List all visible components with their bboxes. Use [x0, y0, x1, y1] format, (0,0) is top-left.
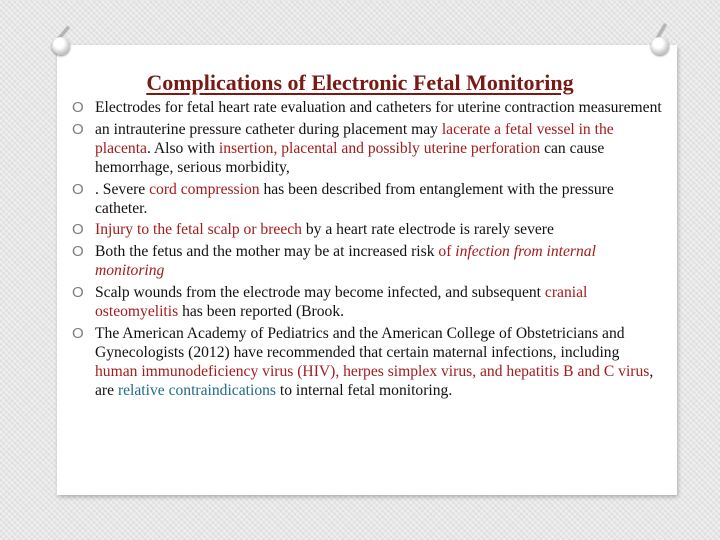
bullet-text-segment: to internal fetal monitoring.: [275, 382, 453, 400]
bullet-marker-icon: O: [72, 99, 84, 116]
bullet-text-segment: . Also with: [146, 139, 219, 157]
bullet-text-segment: , are: [95, 362, 654, 400]
bullet-item: [72, 180, 662, 218]
bullet-item: [72, 324, 662, 401]
bullet-marker-icon: O: [72, 120, 84, 138]
bullet-text-segment: The American Academy of Pediatrics and the American College of Obstetricians and Gynecologists (2012) have recommended that certain maternal infections, including: [95, 324, 625, 361]
slide-title: Complications of Electronic Fetal Monitoring: [146, 70, 574, 95]
bullet-marker-icon: O: [72, 283, 84, 301]
bullet-text-segment: of: [438, 242, 456, 260]
bullet-text-segment: an intrauterine pressure catheter during placement may: [95, 120, 442, 138]
bullet-marker-icon: O: [72, 221, 84, 239]
bullet-text-segment: Scalp wounds from the electrode may become infected, and subsequent: [95, 283, 545, 301]
bullet-list: [72, 98, 662, 403]
bullet-text-segment: Electrodes for fetal heart rate evaluation and catheters for uterine contraction measurement: [95, 99, 662, 116]
bullet-text-segment: infection from internal monitoring: [95, 242, 596, 280]
bullet-text-segment: has been reported (Brook.: [178, 302, 345, 320]
bullet-text-segment: insertion, placental and possibly uterine perforation: [218, 139, 541, 157]
bullet-marker-icon: O: [72, 324, 84, 342]
bullet-text-segment: . Severe: [95, 180, 150, 198]
bullet-marker-icon: O: [72, 242, 84, 260]
bullet-text-segment: can cause hemorrhage, serious morbidity,: [95, 139, 605, 176]
bullet-text-segment: cord compression: [149, 180, 260, 198]
bullet-text-segment: by a heart rate electrode is rarely severe: [301, 221, 554, 239]
bullet-text-segment: human immunodeficiency virus (HIV), herpes simplex virus, and hepatitis B and C virus: [95, 362, 650, 380]
bullet-text-segment: Both the fetus and the mother may be at increased risk: [95, 242, 439, 260]
pushpin-left-icon: [52, 37, 70, 55]
bullet-text-segment: Injury to the fetal scalp or breech: [95, 221, 302, 239]
bullet-item: [72, 283, 662, 321]
pushpin-right-icon: [651, 37, 669, 55]
bullet-item: [72, 98, 662, 117]
bullet-text-segment: has been described from entanglement with the pressure catheter.: [95, 180, 614, 217]
bullet-item: [72, 242, 662, 280]
bullet-item: [72, 220, 662, 239]
bullet-item: [72, 120, 662, 178]
bullet-text-segment: lacerate a fetal vessel in the placenta: [95, 120, 614, 157]
bullet-text-segment: cranial osteomyelitis: [95, 283, 588, 320]
bullet-marker-icon: O: [72, 180, 84, 198]
bullet-text-segment: relative contraindications: [117, 382, 276, 400]
